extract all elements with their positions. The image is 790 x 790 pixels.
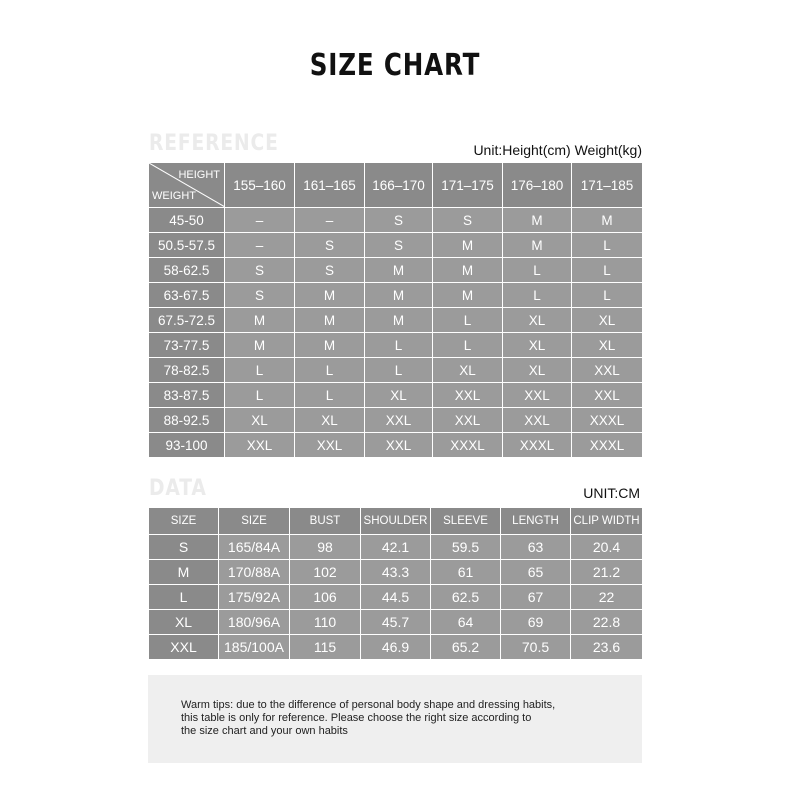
recommended-size-cell: M xyxy=(433,283,503,308)
garment-measurement-table xyxy=(148,507,643,660)
recommended-size-cell: M xyxy=(433,233,503,258)
warm-tips-line: this table is only for reference. Please choose the right size according to xyxy=(181,712,532,724)
measurement-cell: 65.2 xyxy=(431,635,501,660)
recommended-size-cell: XL xyxy=(503,358,572,383)
recommended-size-cell: M xyxy=(503,208,572,233)
recommended-size-cell: XXL xyxy=(433,408,503,433)
recommended-size-cell: L xyxy=(572,258,643,283)
reference-row xyxy=(149,308,643,333)
recommended-size-cell: – xyxy=(295,208,365,233)
recommended-size-cell: S xyxy=(295,258,365,283)
data-unit-label: UNIT:CM xyxy=(583,485,640,501)
recommended-size-cell: XXL xyxy=(365,408,433,433)
size-label-cell: S xyxy=(149,535,219,560)
measurement-cell: 98 xyxy=(290,535,361,560)
reference-row xyxy=(149,258,643,283)
recommended-size-cell: L xyxy=(503,283,572,308)
measurement-cell: 185/100A xyxy=(219,635,290,660)
recommended-size-cell: M xyxy=(225,308,295,333)
recommended-size-cell: L xyxy=(365,358,433,383)
recommended-size-cell: M xyxy=(295,283,365,308)
data-section-label: DATA xyxy=(149,476,207,501)
recommended-size-cell: XXL xyxy=(433,383,503,408)
measurement-cell: 20.4 xyxy=(571,535,643,560)
height-range-header: 155–160 xyxy=(225,163,295,208)
weight-range-cell: 45-50 xyxy=(149,208,225,233)
size-label-cell: L xyxy=(149,585,219,610)
weight-range-cell: 67.5-72.5 xyxy=(149,308,225,333)
warm-tips-line: the size chart and your own habits xyxy=(181,725,348,737)
weight-range-cell: 88-92.5 xyxy=(149,408,225,433)
weight-range-cell: 63-67.5 xyxy=(149,283,225,308)
measurement-cell: 23.6 xyxy=(571,635,643,660)
recommended-size-cell: XXL xyxy=(503,383,572,408)
recommended-size-cell: M xyxy=(503,233,572,258)
warm-tips-line: Warm tips: due to the difference of personal body shape and dressing habits, xyxy=(181,699,556,711)
measurement-cell: 21.2 xyxy=(571,560,643,585)
recommended-size-cell: XXL xyxy=(295,433,365,458)
recommended-size-cell: L xyxy=(225,358,295,383)
reference-row xyxy=(149,283,643,308)
measurement-cell: 106 xyxy=(290,585,361,610)
recommended-size-cell: S xyxy=(225,258,295,283)
weight-range-cell: 93-100 xyxy=(149,433,225,458)
recommended-size-cell: L xyxy=(295,358,365,383)
measurement-column-header: SIZE xyxy=(219,508,290,535)
measurement-cell: 180/96A xyxy=(219,610,290,635)
recommended-size-cell: L xyxy=(295,383,365,408)
weight-axis-label: WEIGHT xyxy=(152,190,196,202)
measurement-row xyxy=(149,585,643,610)
measurement-cell: 22.8 xyxy=(571,610,643,635)
reference-header-row xyxy=(149,163,643,208)
recommended-size-cell: XL xyxy=(433,358,503,383)
reference-unit-label: Unit:Height(cm) Weight(kg) xyxy=(473,142,642,158)
weight-range-cell: 58-62.5 xyxy=(149,258,225,283)
size-label-cell: XXL xyxy=(149,635,219,660)
measurement-cell: 69 xyxy=(501,610,571,635)
recommended-size-cell: S xyxy=(295,233,365,258)
height-range-header: 171–185 xyxy=(572,163,643,208)
recommended-size-cell: XL xyxy=(503,333,572,358)
measurement-cell: 170/88A xyxy=(219,560,290,585)
recommended-size-cell: – xyxy=(225,208,295,233)
weight-range-cell: 73-77.5 xyxy=(149,333,225,358)
measurement-column-header: SHOULDER xyxy=(361,508,431,535)
measurement-column-header: SLEEVE xyxy=(431,508,501,535)
measurement-cell: 45.7 xyxy=(361,610,431,635)
recommended-size-cell: S xyxy=(433,208,503,233)
measurement-cell: 46.9 xyxy=(361,635,431,660)
recommended-size-cell: L xyxy=(433,333,503,358)
recommended-size-cell: XXXL xyxy=(433,433,503,458)
measurement-cell: 175/92A xyxy=(219,585,290,610)
recommended-size-cell: XL xyxy=(295,408,365,433)
measurement-column-header: SIZE xyxy=(149,508,219,535)
measurement-cell: 65 xyxy=(501,560,571,585)
measurement-cell: 67 xyxy=(501,585,571,610)
recommended-size-cell: M xyxy=(295,333,365,358)
measurement-cell: 70.5 xyxy=(501,635,571,660)
measurement-cell: 22 xyxy=(571,585,643,610)
recommended-size-cell: XXL xyxy=(572,383,643,408)
reference-row xyxy=(149,208,643,233)
recommended-size-cell: XXXL xyxy=(572,408,643,433)
warm-tips-text xyxy=(181,699,611,738)
measurement-cell: 43.3 xyxy=(361,560,431,585)
reference-row xyxy=(149,433,643,458)
measurement-cell: 102 xyxy=(290,560,361,585)
weight-range-cell: 78-82.5 xyxy=(149,358,225,383)
recommended-size-cell: XXL xyxy=(225,433,295,458)
measurement-row xyxy=(149,635,643,660)
recommended-size-cell: M xyxy=(433,258,503,283)
reference-size-table xyxy=(148,162,643,458)
measurement-cell: 63 xyxy=(501,535,571,560)
recommended-size-cell: M xyxy=(572,208,643,233)
weight-range-cell: 83-87.5 xyxy=(149,383,225,408)
reference-section-label: REFERENCE xyxy=(149,131,279,156)
recommended-size-cell: L xyxy=(225,383,295,408)
measurement-cell: 61 xyxy=(431,560,501,585)
recommended-size-cell: L xyxy=(365,333,433,358)
recommended-size-cell: XL xyxy=(365,383,433,408)
recommended-size-cell: M xyxy=(365,283,433,308)
measurement-column-header: CLIP WIDTH xyxy=(571,508,643,535)
recommended-size-cell: XXXL xyxy=(503,433,572,458)
measurement-row xyxy=(149,535,643,560)
corner-header-cell xyxy=(149,163,225,208)
size-label-cell: M xyxy=(149,560,219,585)
measurement-cell: 165/84A xyxy=(219,535,290,560)
measurement-column-header: LENGTH xyxy=(501,508,571,535)
measurement-cell: 42.1 xyxy=(361,535,431,560)
recommended-size-cell: L xyxy=(433,308,503,333)
measurement-header-row xyxy=(149,508,643,535)
measurement-row xyxy=(149,610,643,635)
height-range-header: 161–165 xyxy=(295,163,365,208)
height-range-header: 176–180 xyxy=(503,163,572,208)
measurement-cell: 115 xyxy=(290,635,361,660)
measurement-column-header: BUST xyxy=(290,508,361,535)
reference-row xyxy=(149,333,643,358)
recommended-size-cell: – xyxy=(225,233,295,258)
recommended-size-cell: S xyxy=(225,283,295,308)
measurement-cell: 59.5 xyxy=(431,535,501,560)
measurement-cell: 110 xyxy=(290,610,361,635)
height-range-header: 171–175 xyxy=(433,163,503,208)
reference-row xyxy=(149,383,643,408)
recommended-size-cell: M xyxy=(295,308,365,333)
recommended-size-cell: XL xyxy=(572,333,643,358)
warm-tips-box xyxy=(148,675,642,763)
recommended-size-cell: XL xyxy=(503,308,572,333)
reference-row xyxy=(149,358,643,383)
recommended-size-cell: M xyxy=(365,258,433,283)
recommended-size-cell: L xyxy=(572,233,643,258)
size-label-cell: XL xyxy=(149,610,219,635)
measurement-cell: 44.5 xyxy=(361,585,431,610)
recommended-size-cell: XL xyxy=(572,308,643,333)
recommended-size-cell: XXL xyxy=(503,408,572,433)
reference-row xyxy=(149,408,643,433)
recommended-size-cell: S xyxy=(365,208,433,233)
recommended-size-cell: XXXL xyxy=(572,433,643,458)
recommended-size-cell: L xyxy=(503,258,572,283)
measurement-row xyxy=(149,560,643,585)
recommended-size-cell: XL xyxy=(225,408,295,433)
measurement-cell: 64 xyxy=(431,610,501,635)
recommended-size-cell: XXL xyxy=(365,433,433,458)
reference-row xyxy=(149,233,643,258)
height-axis-label: HEIGHT xyxy=(178,169,220,181)
page-title: SIZE CHART xyxy=(309,48,481,83)
measurement-cell: 62.5 xyxy=(431,585,501,610)
height-range-header: 166–170 xyxy=(365,163,433,208)
recommended-size-cell: M xyxy=(225,333,295,358)
recommended-size-cell: XXL xyxy=(572,358,643,383)
weight-range-cell: 50.5-57.5 xyxy=(149,233,225,258)
recommended-size-cell: L xyxy=(572,283,643,308)
recommended-size-cell: M xyxy=(365,308,433,333)
recommended-size-cell: S xyxy=(365,233,433,258)
